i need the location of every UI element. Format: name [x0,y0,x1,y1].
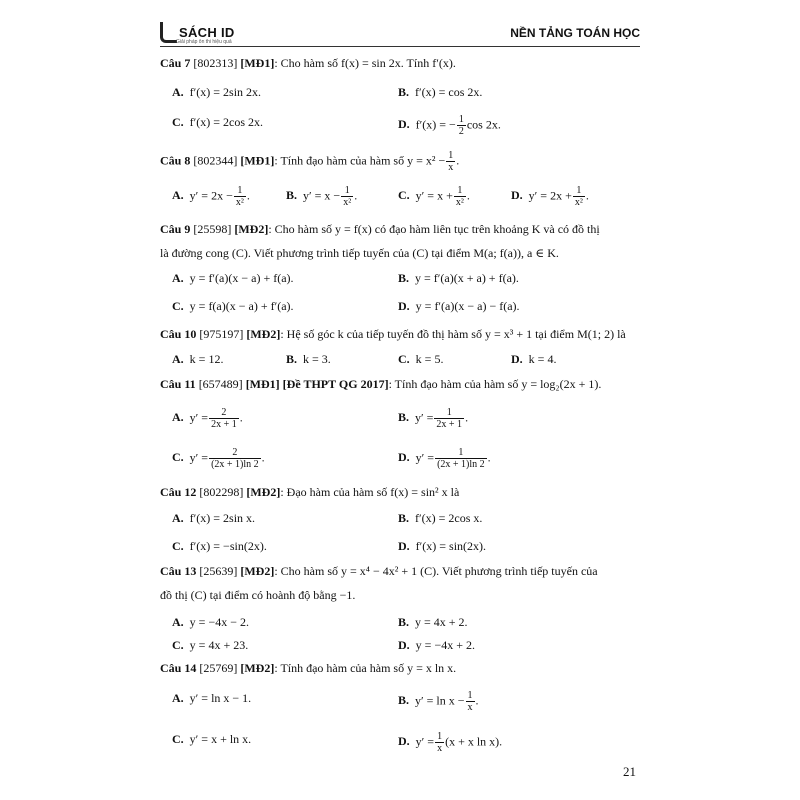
answer-option [286,185,357,208]
difficulty-level: [MĐ1] [240,153,275,168]
fraction [435,731,444,754]
fraction-numerator: 1 [435,447,487,459]
option-letter: D. [398,117,410,132]
option-letter: D. [511,188,523,203]
answer-option [398,614,468,630]
logo-mark-icon [160,22,177,43]
stem-text: : Cho hàm số f(x) = sin 2x. Tính f′(x). [274,56,456,70]
option-text: y′ = [189,450,209,465]
answer-option [398,351,443,367]
answer-option [398,185,470,208]
difficulty-level: [MĐ2] [240,564,275,578]
difficulty-level: [MĐ2] [240,661,275,675]
question-code: [25769] [199,661,238,675]
option-letter: B. [398,271,410,285]
option-letter: B. [286,188,298,203]
fraction-numerator: 2 [209,407,239,419]
option-letter: A. [172,188,184,203]
answer-option [172,298,294,314]
fraction-denominator: x [448,162,454,173]
option-text: k = 5. [415,352,444,366]
question-code: [802344] [193,153,238,168]
page-number: 21 [623,764,636,779]
option-letter: A. [172,85,184,99]
option-tail: . [239,410,243,425]
option-tail: . [465,410,469,425]
difficulty-level: [MĐ1] [240,56,275,70]
answer-option [172,270,294,286]
option-letter: B. [398,410,410,425]
page-header [160,22,640,46]
option-letter: A. [172,271,184,285]
answer-option [172,637,248,653]
option-letter: C. [398,188,410,203]
question-code: [25598] [193,222,232,236]
option-text: k = 3. [303,352,331,366]
fraction-denominator: x² [574,197,583,208]
option-letter: B. [398,85,410,99]
option-text: y′ = x − [303,188,341,203]
fraction-denominator: 2 [458,126,464,137]
question-stem [160,150,640,173]
option-text: y′ = [415,410,434,425]
option-letter: D. [398,299,410,313]
option-tail: . [466,188,470,203]
fraction-numerator: 1 [341,185,353,197]
option-text: f′(x) = cos 2x. [415,85,483,99]
fraction [435,447,487,470]
stem-text: : Tính đạo hàm của hàm số y = x² − [274,153,446,168]
fraction [454,185,466,208]
question-stem-line2: đồ thị (C) tại điểm có hoành độ bằng −1. [160,588,356,602]
option-text: y = −4x + 2. [415,638,475,652]
fraction [209,447,261,470]
option-text: y′ = [415,734,435,749]
fraction-denominator: x [437,743,443,754]
answer-option [172,447,265,470]
option-tail: . [246,188,250,203]
answer-option [398,298,520,314]
option-letter: A. [172,352,184,366]
question-code: [657489] [198,377,243,391]
answer-option [398,510,482,526]
answer-option [511,185,589,208]
fraction [446,150,455,173]
option-text: k = 4. [528,352,557,366]
section-title: NỀN TẢNG TOÁN HỌC [510,26,640,40]
question-source: [Đề THPT QG 2017] [282,377,389,391]
option-text: y′ = 2x − [189,188,233,203]
option-text: y′ = 2x + [528,188,572,203]
question-label: Câu 13 [160,564,197,578]
question-stem [160,376,640,392]
option-letter: D. [398,734,410,749]
stem-text: : Hệ số góc k của tiếp tuyến đồ thị hàm số y = x³ + 1 tại điểm M(1; 2) là [280,327,626,341]
option-letter: B. [286,352,298,366]
question-stem [160,326,640,342]
option-text: y = f′(a)(x − a) − f(a). [415,299,520,313]
option-letter: B. [398,615,410,629]
answer-option [286,351,331,367]
option-text: f′(x) = sin(2x). [415,539,487,553]
fraction-denominator: x [467,702,473,713]
option-tail: . [475,693,479,708]
option-letter: C. [172,115,184,129]
difficulty-level: [MĐ2] [246,485,281,499]
option-letter: A. [172,511,184,525]
fraction-numerator: 2 [209,447,261,459]
fraction-numerator: 1 [573,185,585,197]
option-letter: C. [172,732,184,746]
option-letter: D. [398,539,410,553]
question-stem [160,484,640,500]
answer-option [398,84,482,100]
question-label: Câu 14 [160,661,197,675]
question-code: [975197] [199,327,244,341]
question-stem [160,660,640,676]
fraction [434,407,464,430]
fraction-numerator: 1 [454,185,466,197]
answer-option [172,731,251,747]
answer-option [172,351,223,367]
answer-option [398,270,519,286]
question-label: Câu 8 [160,153,191,168]
option-text: y = 4x + 23. [189,638,249,652]
option-text: y′ = [415,450,435,465]
option-text: k = 12. [189,352,224,366]
question-label: Câu 10 [160,327,197,341]
option-tail: . [487,450,491,465]
option-letter: B. [398,693,410,708]
answer-option [398,114,501,137]
option-text: f′(x) = 2cos x. [415,511,483,525]
option-letter: A. [172,615,184,629]
fraction [341,185,353,208]
fraction-numerator: 1 [467,690,473,701]
answer-option [172,690,251,706]
option-text: f′(x) = 2sin 2x. [189,85,262,99]
answer-option [172,538,267,554]
option-text: y′ = ln x − [415,693,465,708]
option-letter: B. [398,511,410,525]
answer-option [511,351,556,367]
question-code: [25639] [199,564,238,578]
fraction [209,407,239,430]
option-letter: C. [172,450,184,465]
question-label: Câu 11 [160,377,196,391]
question-stem [160,55,640,71]
difficulty-level: [MĐ2] [246,327,281,341]
logo-text: SÁCH ID [179,25,235,40]
fraction [573,185,585,208]
option-letter: C. [172,539,184,553]
answer-option [398,407,468,430]
header-divider [160,46,640,47]
option-text: y = −4x − 2. [189,615,249,629]
option-text: f′(x) = −sin(2x). [189,539,267,553]
option-letter: C. [398,352,410,366]
option-text: y = f′(a)(x − a) + f(a). [189,271,294,285]
difficulty-level: [MĐ1] [245,377,280,391]
fraction-denominator: (2x + 1)ln 2 [437,459,485,470]
logo-tagline: Giải pháp ôn thi hiệu quả [176,39,232,45]
answer-option [172,185,250,208]
stem-text: : Cho hàm số y = f(x) có đạo hàm liên tục trên khoảng K và có đồ thị [268,222,600,236]
answer-option [172,114,263,130]
option-letter: D. [398,638,410,652]
fraction-denominator: x² [235,197,244,208]
fraction-denominator: 2x + 1 [436,419,463,430]
option-tail: . [585,188,589,203]
option-text: y′ = x + [415,188,453,203]
fraction-denominator: x² [343,197,352,208]
fraction-numerator: 1 [437,731,443,742]
fraction-numerator: 1 [434,407,464,419]
stem-text: : Tính đạo hàm của hàm số y = log₂(2x + 1). [388,377,602,391]
question-stem [160,221,640,237]
question-label: Câu 7 [160,56,191,70]
answer-option [398,731,502,754]
option-text: y′ = ln x − 1. [189,691,252,705]
option-letter: C. [172,638,184,652]
option-text: y′ = x + ln x. [189,732,252,746]
fraction-denominator: (2x + 1)ln 2 [211,459,259,470]
option-text: f′(x) = 2cos 2x. [189,115,264,129]
fraction [466,690,475,713]
option-letter: D. [398,450,410,465]
answer-option [398,637,475,653]
option-text: y′ = [189,410,209,425]
option-letter: D. [511,352,523,366]
question-label: Câu 12 [160,485,197,499]
fraction [457,114,466,137]
stem-text: : Đạo hàm của hàm số f(x) = sin² x là [280,485,460,499]
fraction [234,185,246,208]
option-text: y = 4x + 2. [415,615,468,629]
answer-option [172,84,261,100]
answer-option [398,447,491,470]
fraction-numerator: 1 [234,185,246,197]
question-code: [802313] [193,56,238,70]
question-code: [802298] [199,485,244,499]
option-letter: C. [172,299,184,313]
option-letter: A. [172,410,184,425]
option-tail: . [261,450,265,465]
fraction-numerator: 1 [458,114,464,125]
option-text: f′(x) = − [415,117,456,132]
answer-option [172,614,249,630]
stem-text: : Cho hàm số y = x⁴ − 4x² + 1 (C). Viết phương trình tiếp tuyến của [274,564,598,578]
option-letter: A. [172,691,184,705]
answer-option [398,538,486,554]
stem-text: : Tính đạo hàm của hàm số y = x ln x. [274,661,457,675]
answer-option [172,407,243,430]
fraction-denominator: 2x + 1 [211,419,237,430]
option-text: y = f(a)(x − a) + f′(a). [189,299,294,313]
option-tail: . [354,188,358,203]
option-tail: (x + x ln x). [445,734,503,749]
fraction-denominator: x² [455,197,464,208]
question-stem [160,563,640,579]
difficulty-level: [MĐ2] [234,222,269,236]
question-label: Câu 9 [160,222,191,236]
question-stem-line2: là đường cong (C). Viết phương trình tiếp tuyến của (C) tại điểm M(a; f(a)), a ∈ K. [160,246,559,260]
fraction-numerator: 1 [448,150,454,161]
answer-option [398,690,479,713]
option-text: y = f′(a)(x + a) + f(a). [415,271,519,285]
stem-tail: . [456,153,460,168]
option-text: f′(x) = 2sin x. [189,511,256,525]
answer-option [172,510,255,526]
option-tail: cos 2x. [466,117,501,132]
